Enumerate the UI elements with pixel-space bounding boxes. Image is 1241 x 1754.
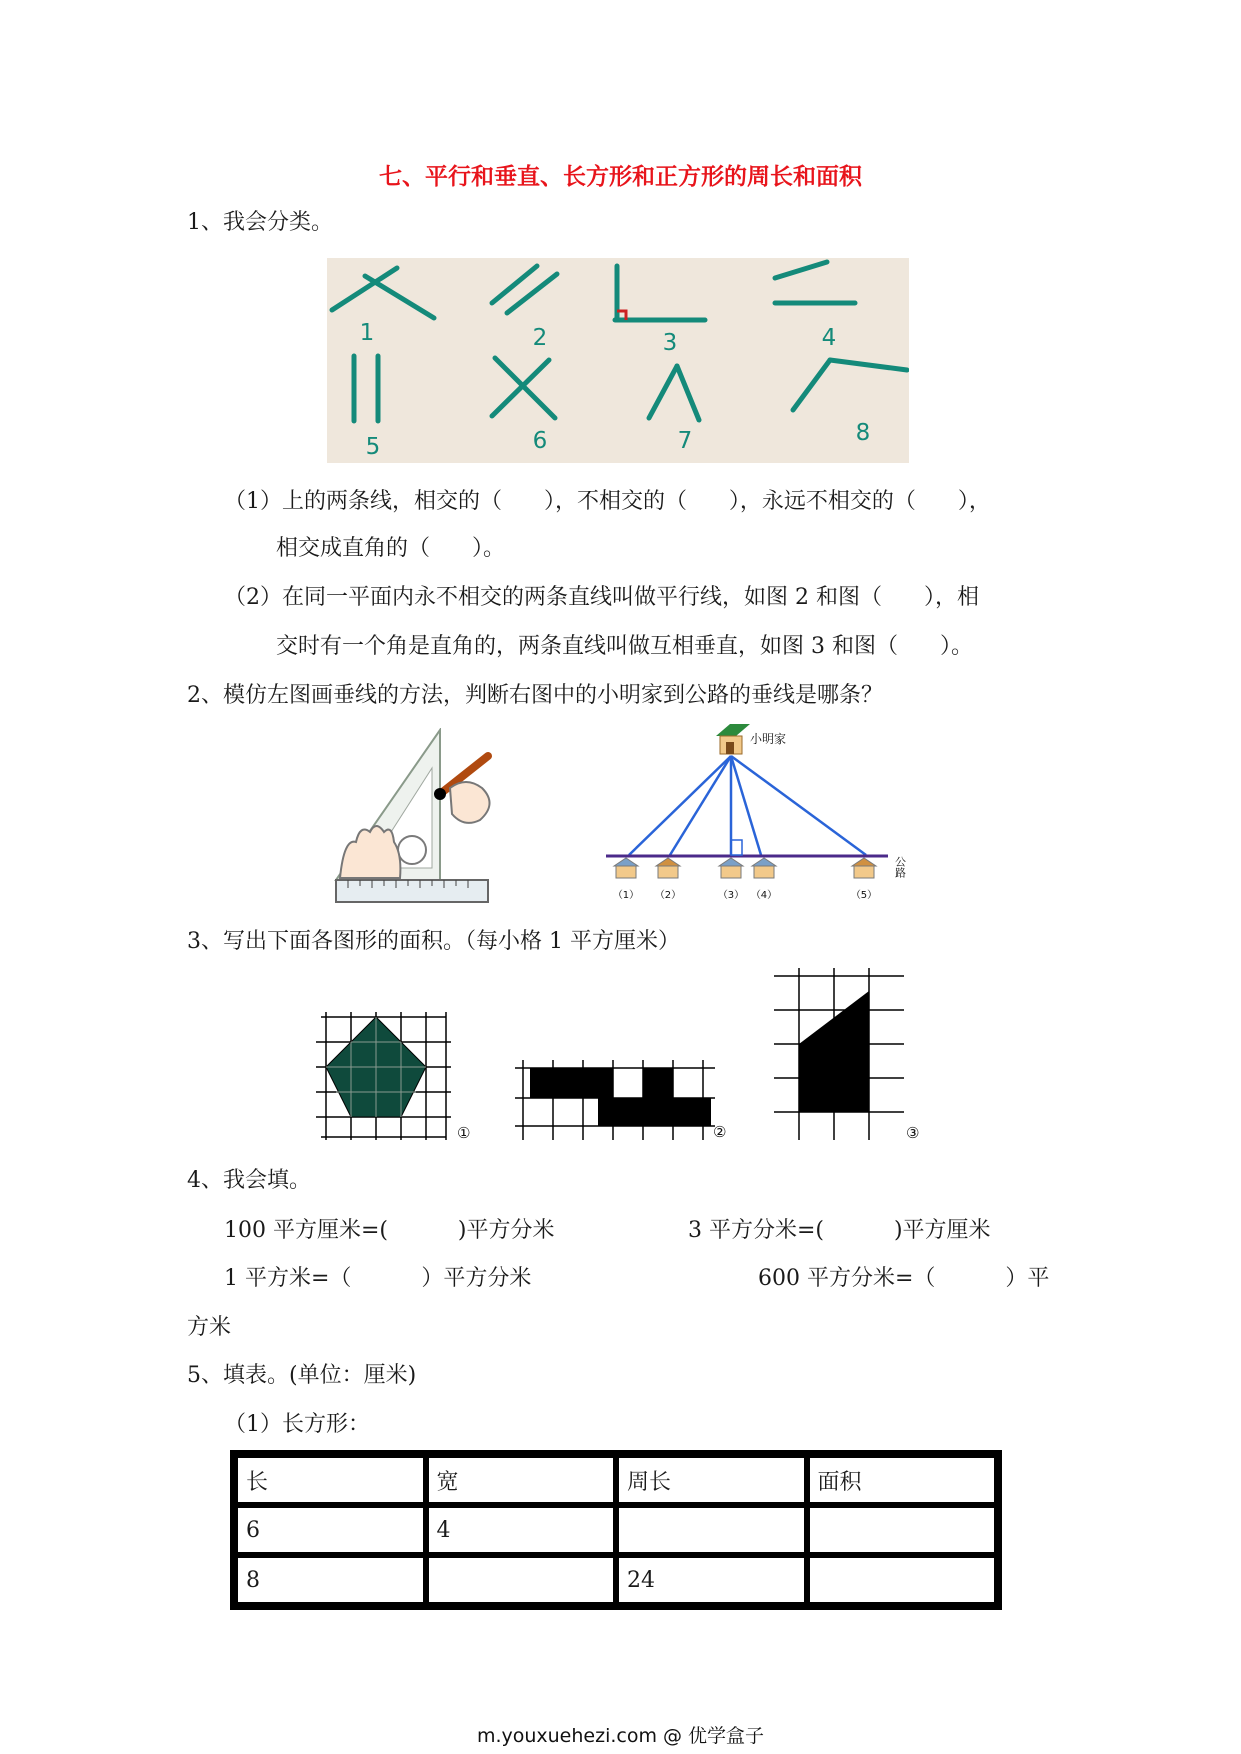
table-header: 周长 (616, 1455, 807, 1505)
area-shape-1 (316, 1012, 480, 1140)
table-cell: 8 (235, 1555, 426, 1605)
q4-row2-right: 600 平方分米=（ ）平 (758, 1266, 1050, 1291)
page-title: 七、平行和垂直、长方形和正方形的周长和面积 (379, 164, 862, 190)
q1-sub1-line1: （1）上的两条线，相交的（ ），不相交的（ ），永远不相交的（ ）， (224, 489, 991, 514)
q4-row1-left: 100 平方厘米=( )平方分米 (224, 1218, 555, 1243)
q4-heading: 4、我会填。 (187, 1168, 311, 1193)
perpendicular-diagram (596, 720, 918, 908)
q3-heading: 3、写出下面各图形的面积。（每小格 1 平方厘米） (187, 929, 680, 954)
point-marker (434, 788, 446, 800)
shape-label: ① (457, 1124, 471, 1140)
q4-row3: 方米 (187, 1315, 232, 1340)
figure-label: 7 (677, 428, 693, 454)
q1-line-figures (327, 258, 909, 463)
q1-sub1-line2: 相交成直角的（ ）。 (276, 536, 505, 561)
table-header-row (235, 1455, 997, 1505)
figure-label: 6 (532, 428, 548, 454)
table-cell (616, 1505, 807, 1555)
hand-icon (340, 826, 400, 878)
q2-heading: 2、模仿左图画垂线的方法，判断右图中的小明家到公路的垂线是哪条？ (187, 683, 883, 708)
right-angle-mark-icon (731, 840, 742, 855)
road-label: 公路 (893, 856, 907, 878)
xiaoming-house-icon (716, 724, 750, 754)
table-cell: 24 (616, 1555, 807, 1605)
point-label: （2） (654, 890, 682, 901)
figure-label: 1 (359, 320, 375, 346)
figure-label: 8 (855, 420, 871, 446)
rectangle-table (230, 1450, 1002, 1610)
q1-heading: 1、我会分类。 (187, 210, 333, 235)
point-label: （4） (750, 890, 778, 901)
table-header: 长 (235, 1455, 426, 1505)
q1-sub2-line2: 交时有一个角是直角的，两条直线叫做互相垂直，如图 3 和图（ ）。 (276, 634, 973, 659)
figure-label: 3 (662, 330, 678, 356)
table-cell: 6 (235, 1505, 426, 1555)
house-icon (752, 858, 776, 878)
table-row (235, 1555, 997, 1605)
area-shape-2 (515, 1060, 740, 1142)
house-icon (656, 858, 680, 878)
shape-label: ② (713, 1123, 727, 1141)
house-label: 小明家 (750, 732, 787, 746)
table-header: 面积 (807, 1455, 998, 1505)
table-cell (807, 1555, 998, 1605)
house-icon (719, 858, 743, 878)
q5-heading: 5、填表。(单位：厘米) (187, 1363, 417, 1388)
footer-watermark: m.youxuehezi.com @ 优学盒子 (476, 1725, 765, 1747)
ruler-icon (336, 880, 488, 902)
set-square-drawing (330, 728, 495, 910)
table-cell (426, 1555, 617, 1605)
house-icon (852, 858, 876, 878)
table-header: 宽 (426, 1455, 617, 1505)
table-cell (807, 1505, 998, 1555)
shape-label: ③ (906, 1124, 920, 1142)
table-cell: 4 (426, 1505, 617, 1555)
figure-label: 4 (821, 325, 837, 351)
house-icon (614, 858, 638, 878)
figure-label: 2 (532, 325, 548, 351)
q4-row1-right: 3 平方分米=( )平方厘米 (688, 1218, 991, 1243)
point-label: （5） (850, 890, 878, 901)
point-label: （3） (717, 890, 745, 901)
area-shape-3 (774, 968, 934, 1143)
q5-sub: （1）长方形： (224, 1412, 370, 1437)
q1-sub2-line1: （2）在同一平面内永不相交的两条直线叫做平行线，如图 2 和图（ ），相 (224, 585, 979, 610)
point-label: （1） (612, 890, 640, 901)
figure-label: 5 (365, 434, 381, 460)
q4-row2-left: 1 平方米=（ ）平方分米 (224, 1266, 532, 1291)
table-row (235, 1505, 997, 1555)
